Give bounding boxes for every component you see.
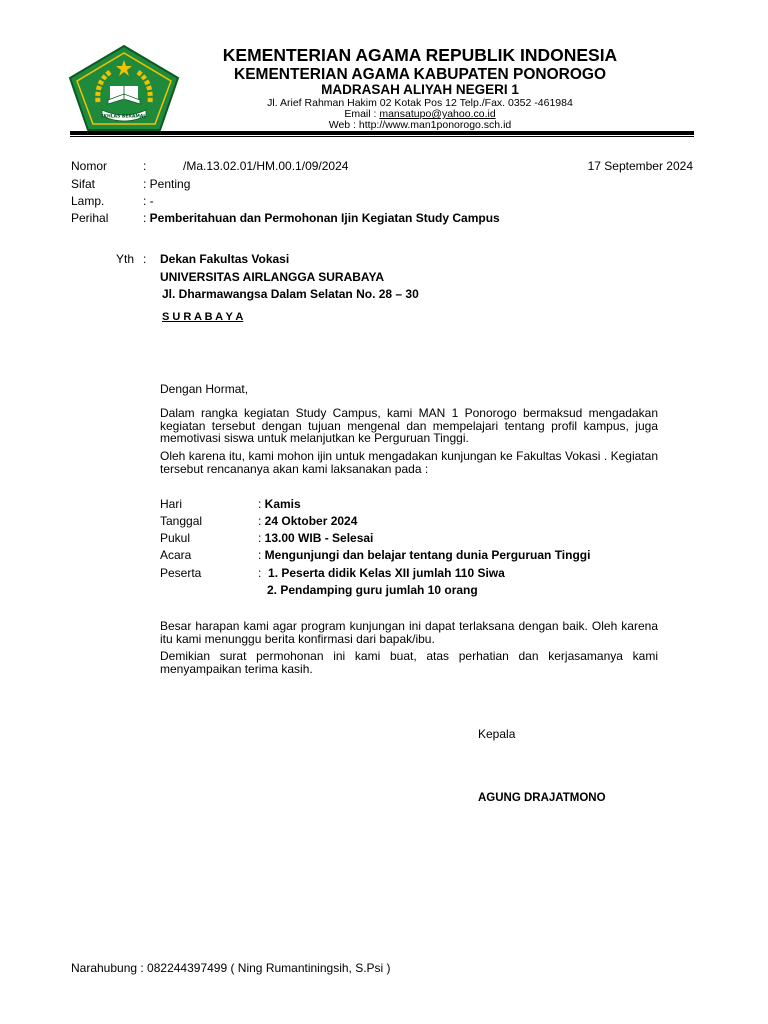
peserta-item-1: 1. Peserta didik Kelas XII jumlah 110 Siwa [268,566,505,580]
pukul-value: 13.00 WIB - Selesai [264,531,374,545]
ministry-logo [68,44,180,132]
peserta-row: : 1. Peserta didik Kelas XII jumlah 110 Siwa [258,566,505,580]
nomor-label: Nomor [71,159,108,173]
nomor-value: /Ma.13.02.01/HM.00.1/09/2024 [183,159,349,173]
perihal-line [143,211,500,225]
tanggal-row: : 24 Oktober 2024 [258,514,358,528]
paragraph-intro: Dalam rangka kegiatan Study Campus, kami MAN 1 Ponorogo bermaksud mengadakan kegiatan tersebut dengan tujuan mengenal dan mempelajari tentang profil kampus, juga memotivasi siswa untuk melanjutkan ke Perguruan Tinggi. [160,406,658,445]
perihal-label: Perihal [71,211,109,225]
pukul-label: Pukul [160,531,191,545]
acara-row: : Mengunjungi dan belajar tentang dunia Perguruan Tinggi [258,548,591,562]
paragraph-closing: Demikian surat permohonan ini kami buat, atas perhatian dan kerjasamanya kami menyampaikan terima kasih. [160,649,658,676]
recipient-title: Dekan Fakultas Vokasi [160,252,290,266]
hari-row: : Kamis [258,497,301,511]
recipient-institution: UNIVERSITAS AIRLANGGA SURABAYA [160,270,385,284]
email-link[interactable]: mansatupo@yahoo.co.id [379,108,496,120]
yth-label: Yth [116,252,135,266]
letterhead-web: Web : http://www.man1ponorogo.sch.id [328,119,512,131]
letterhead-address: Jl. Arief Rahman Hakim 02 Kotak Pos 12 Telp./Fax. 0352 -461984 [267,97,573,109]
perihal-colon: : [143,211,150,225]
signature-title: Kepala [478,727,516,741]
lamp-label: Lamp. [71,194,105,208]
sifat-value: : Penting [143,177,191,191]
sifat-label: Sifat [71,177,96,191]
acara-value: Mengunjungi dan belajar tentang dunia Perguruan Tinggi [264,548,591,562]
lamp-value: : - [143,194,154,208]
tanggal-value: 24 Oktober 2024 [264,514,358,528]
nomor-colon: : [143,159,147,173]
letterhead-school: MADRASAH ALIYAH NEGERI 1 [321,82,519,97]
hari-value: Kamis [264,497,301,511]
contact-person: Narahubung : 082244397499 ( Ning Rumantiningsih, S.Psi ) [71,961,391,975]
ministry-emblem-icon [68,44,180,132]
acara-label: Acara [160,548,192,562]
letterhead-divider-thin [70,136,694,137]
email-label: Email : [344,108,380,120]
yth-colon: : [143,252,147,266]
letterhead-regency: KEMENTERIAN AGAMA KABUPATEN PONOROGO [234,66,606,83]
paragraph-request: Oleh karena itu, kami mohon ijin untuk mengadakan kunjungan ke Fakultas Vokasi . Kegiatan tersebut rencananya akan kami laksanakan pada : [160,449,658,476]
hari-label: Hari [160,497,183,511]
peserta-label: Peserta [160,566,202,580]
recipient-city: S U R A B A Y A [162,311,244,323]
pukul-row: : 13.00 WIB - Selesai [258,531,374,545]
tanggal-label: Tanggal [160,514,203,528]
recipient-address: Jl. Dharmawangsa Dalam Selatan No. 28 – 30 [162,287,419,301]
signature-name: AGUNG DRAJATMONO [478,792,606,804]
peserta-item-2: 2. Pendamping guru jumlah 10 orang [267,583,478,597]
logo-motto: IKHLAS BERAMAL [101,114,147,120]
perihal-value: Pemberitahuan dan Permohonan Ijin Kegiatan Study Campus [149,211,500,225]
letterhead-ministry: KEMENTERIAN AGAMA REPUBLIK INDONESIA [222,45,618,65]
letter-date: 17 September 2024 [587,159,693,173]
greeting: Dengan Hormat, [160,382,249,396]
letterhead-divider-thick [70,131,694,135]
paragraph-hope: Besar harapan kami agar program kunjungan ini dapat terlaksana dengan baik. Oleh karena itu kami menunggu berita konfirmasi dari bapak/ibu. [160,619,658,646]
